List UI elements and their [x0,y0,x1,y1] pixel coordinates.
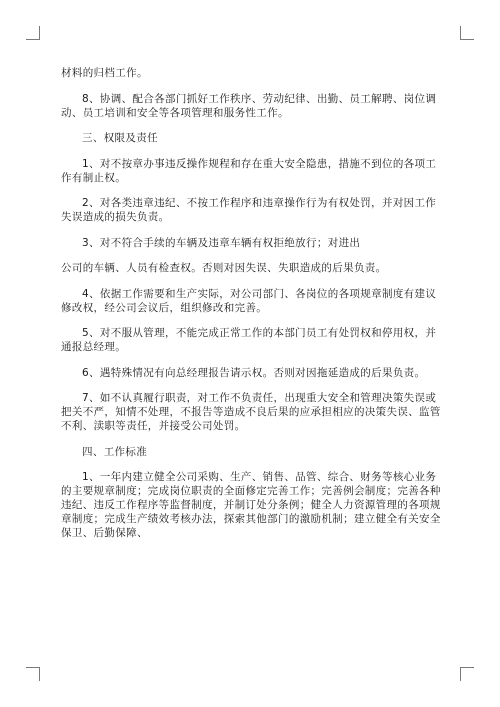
paragraph: 7、如不认真履行职责，对工作不负责任，出现重大安全和管理决策失误或把关不严，知情不处理，不报告等造成不良后果的应承担相应的决策失误、监管不利、渎职等责任，并接受公司处罚。 [61,392,441,432]
paragraph: 8、协调、配合各部门抓好工作秩序、劳动纪律、出勤、员工解聘、岗位调动、员工培训和安全等各项管理和服务性工作。 [61,92,437,119]
section-heading: 四、工作标准 [82,445,148,458]
paragraph: 1、对不按章办事违反操作规程和存在重大安全隐患，措施不到位的各项工作有制止权。 [61,157,437,184]
crop-mark-bottom-right [460,667,474,681]
section-heading: 三、权限及责任 [82,132,158,144]
document-body [61,66,441,552]
paragraph: 5、对不服从管理，不能完成正常工作的本部门员工有处罚权和停用权，并通报总经理。 [61,327,437,353]
paragraph: 4、依据工作需要和生产实际，对公司部门、各岗位的各项规章制度有建议修改权，经公司会议后，组织修改和完善。 [61,287,437,314]
paragraph: 6、遇特殊情况有向总经理报告请示权。否则对因拖延造成的后果负责。 [82,366,426,379]
crop-mark-bottom-left [26,667,40,681]
paragraph: 公司的车辆、人员有检查权。否则对因失误、失职造成的后果负责。 [61,262,387,274]
paragraph: 2、对各类违章违纪、不按工作程序和违章操作行为有权处罚，并对因工作失误造成的损失负责。 [61,197,437,223]
crop-mark-top-right [460,26,474,40]
crop-mark-top-left [26,26,40,40]
paragraph: 材料的归档工作。 [61,67,148,79]
paragraph: 3、对不符合手续的车辆及违章车辆有权拒绝放行；对进出 [82,236,361,249]
paragraph: 1、一年内建立健全公司采购、生产、销售、品管、综合、财务等核心业务的主要规章制度；完成岗位职责的全面修定完善工作；完善例会制度；完善各种违纪、违反工作程序等监督制度，并制订处分条例；健全人力资源管理的各项规章制度；完成生产绩效考核办法，探索其他部门的激励机制；建立健全有关安全保卫、后勤保障、 [61,471,441,539]
